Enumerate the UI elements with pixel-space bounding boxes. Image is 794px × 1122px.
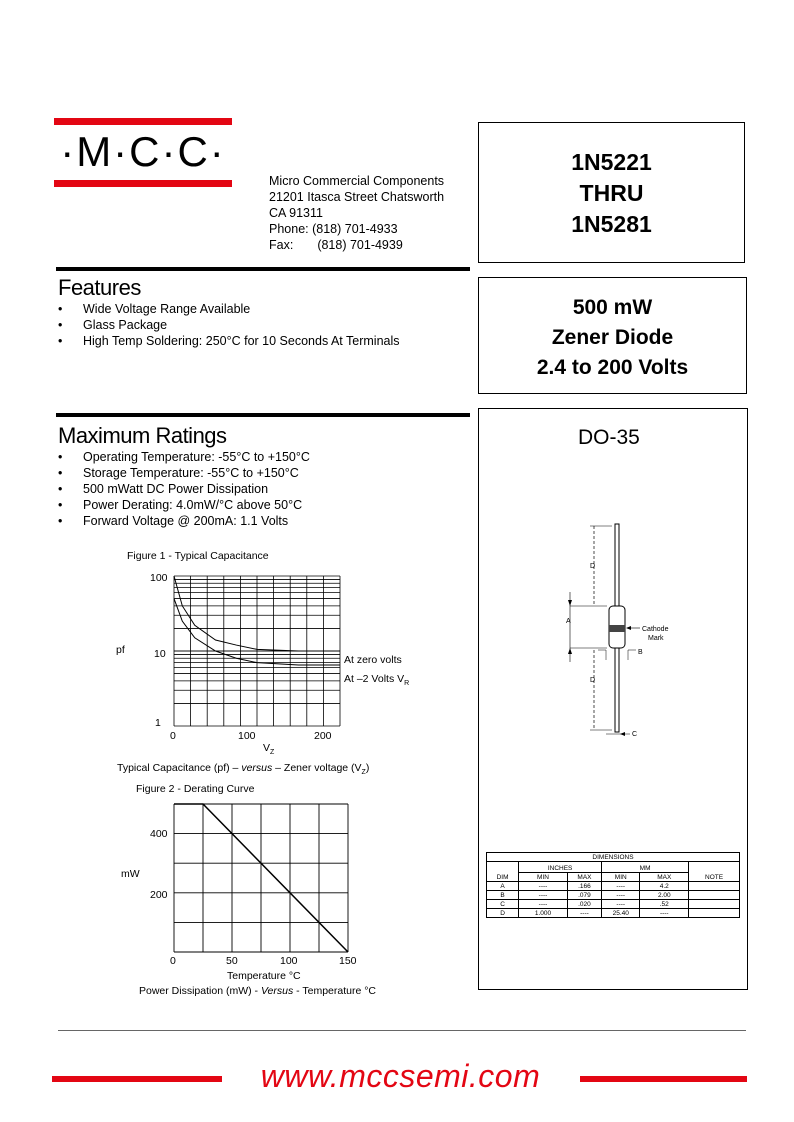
figure1-xtick-200: 200	[314, 730, 332, 742]
ratings-title: Maximum Ratings	[58, 423, 227, 448]
figure2-xlabel: Temperature °C	[227, 970, 301, 982]
description-box	[478, 277, 747, 394]
figure1-xtick-0: 0	[170, 730, 176, 742]
logo-top-bar	[54, 118, 232, 125]
dim-label-c: C	[632, 731, 638, 738]
package-name: DO-35	[578, 426, 640, 449]
figure2-caption	[139, 985, 376, 997]
figure1-legend-minus2-sub: R	[404, 680, 410, 688]
table-cell	[689, 900, 740, 909]
figure1-xlabel-main: V	[263, 742, 271, 754]
figure1-caption-c: )	[365, 762, 370, 774]
table-cell: ----	[640, 909, 689, 918]
figure1-ytick-10: 10	[154, 648, 166, 660]
table-cell: .52	[640, 900, 689, 909]
table-cell	[689, 891, 740, 900]
list-item: • High Temp Soldering: 250°C for 10 Seconds At Terminals	[58, 333, 400, 349]
dimensions-title: DIMENSIONS	[487, 853, 740, 862]
figure1-title: Figure 1 - Typical Capacitance	[127, 550, 269, 562]
figure1-caption-sub: Z	[361, 769, 366, 777]
table-cell	[689, 909, 740, 918]
features-rule	[56, 267, 470, 271]
table-cell: 1.000	[519, 909, 568, 918]
table-cell: D	[487, 909, 519, 918]
table-row	[487, 909, 740, 918]
dim-label-a: A	[566, 618, 571, 625]
table-cell: ----	[567, 909, 601, 918]
header-in-min: MIN	[519, 873, 568, 882]
figure2-caption-versus: Versus	[260, 985, 294, 997]
table-cell: ----	[602, 891, 640, 900]
cathode-label-1: Cathode	[642, 626, 669, 633]
table-cell: .166	[567, 882, 601, 891]
table-row	[487, 882, 740, 891]
table-cell: B	[487, 891, 519, 900]
features-title: Features	[58, 275, 141, 300]
figure1-ytick-100: 100	[150, 572, 168, 584]
bottom-lead	[615, 648, 619, 732]
company-city: CA 91311	[269, 206, 323, 220]
do35-package-drawing	[560, 520, 680, 750]
figure2-caption-b: - Temperature °C	[293, 985, 377, 997]
list-item: • 500 mWatt DC Power Dissipation	[58, 481, 310, 497]
part-line-3: 1N5281	[571, 211, 652, 237]
table-cell: ----	[519, 882, 568, 891]
figure1-caption-a: Typical Capacitance (pf) –	[117, 762, 242, 774]
desc-line-2: Zener Diode	[551, 326, 674, 349]
figure2-xtick-0: 0	[170, 955, 176, 967]
figure1-legend-minus2-main: At –2 Volts V	[344, 673, 405, 685]
part-line-2: THRU	[579, 180, 644, 206]
figure1-ytick-1: 1	[155, 717, 161, 729]
list-item: • Power Derating: 4.0mW/°C above 50°C	[58, 497, 310, 513]
table-cell: ----	[519, 891, 568, 900]
company-name: Micro Commercial Components	[269, 174, 445, 188]
list-item: • Forward Voltage @ 200mA: 1.1 Volts	[58, 513, 310, 529]
cathode-label-2: Mark	[648, 635, 664, 642]
company-phone: Phone: (818) 701-4933	[269, 222, 398, 236]
top-lead	[615, 524, 619, 606]
dim-label-d-bottom: D	[590, 677, 596, 684]
company-fax	[269, 237, 444, 253]
table-cell: 4.2	[640, 882, 689, 891]
table-cell: A	[487, 882, 519, 891]
figure2-xtick-150: 150	[339, 955, 357, 967]
part-line-1: 1N5221	[571, 149, 652, 175]
table-cell: ----	[602, 882, 640, 891]
figure2-xtick-50: 50	[226, 955, 238, 967]
figure1-ylabel: pf	[116, 644, 125, 656]
cathode-band	[609, 625, 625, 632]
footer-bar-left	[52, 1076, 222, 1082]
part-number-box	[478, 122, 745, 263]
table-row	[487, 900, 740, 909]
figure1-xtick-100: 100	[238, 730, 256, 742]
header-dim: DIM	[487, 862, 519, 882]
header-mm-max: MAX	[640, 873, 689, 882]
figure2-plot	[172, 802, 354, 954]
figure2-ytick-400: 400	[150, 828, 168, 840]
table-cell: C	[487, 900, 519, 909]
table-row	[487, 891, 740, 900]
ratings-rule	[56, 413, 470, 417]
desc-line-1: 500 mW	[572, 296, 653, 319]
dim-label-d-top: D	[590, 563, 596, 570]
company-address	[269, 173, 444, 253]
company-street: 21201 Itasca Street Chatsworth	[269, 190, 445, 204]
figure1-caption-b: – Zener voltage (V	[272, 762, 362, 774]
table-cell: 2.00	[640, 891, 689, 900]
header-in-max: MAX	[567, 873, 601, 882]
ratings-list	[58, 449, 310, 529]
list-item: • Storage Temperature: -55°C to +150°C	[58, 465, 310, 481]
figure2-ytick-200: 200	[150, 889, 168, 901]
table-cell	[689, 882, 740, 891]
header-mm: MM	[602, 862, 689, 873]
features-list	[58, 301, 400, 349]
mcc-logo: ·M·C·C·	[60, 128, 226, 175]
figure1-legend-zero: At zero volts	[344, 654, 402, 666]
figure1-legend-minus2	[344, 673, 409, 687]
dim-label-b: B	[638, 649, 643, 656]
footer-bar-right	[580, 1076, 747, 1082]
figure1-xlabel	[263, 742, 274, 756]
figure2-caption-a: Power Dissipation (mW) -	[139, 985, 261, 997]
list-item: • Glass Package	[58, 317, 400, 333]
table-cell: .079	[567, 891, 601, 900]
header-inches: INCHES	[519, 862, 602, 873]
header-mm-min: MIN	[602, 873, 640, 882]
figure2-title: Figure 2 - Derating Curve	[136, 783, 255, 795]
figure1-xlabel-sub: Z	[270, 749, 275, 757]
fax-number: (818) 701-4939	[317, 238, 403, 252]
fax-label: Fax:	[269, 238, 294, 252]
figure1-caption-versus: versus	[241, 762, 273, 774]
table-cell: ----	[602, 900, 640, 909]
list-item: • Wide Voltage Range Available	[58, 301, 400, 317]
table-cell: ----	[519, 900, 568, 909]
table-cell: .020	[567, 900, 601, 909]
header-note: NOTE	[689, 862, 740, 882]
figure2-ylabel: mW	[121, 868, 140, 880]
figure2-xtick-100: 100	[280, 955, 298, 967]
figure1-plot	[170, 570, 350, 732]
footer-url: www.mccsemi.com	[260, 1058, 541, 1094]
list-item: • Operating Temperature: -55°C to +150°C	[58, 449, 310, 465]
desc-line-3: 2.4 to 200 Volts	[536, 356, 689, 379]
figure1-caption	[117, 762, 369, 776]
logo-bottom-bar	[54, 180, 232, 187]
dimensions-table	[486, 852, 740, 918]
footer-rule	[58, 1030, 746, 1031]
table-cell: 25.40	[602, 909, 640, 918]
